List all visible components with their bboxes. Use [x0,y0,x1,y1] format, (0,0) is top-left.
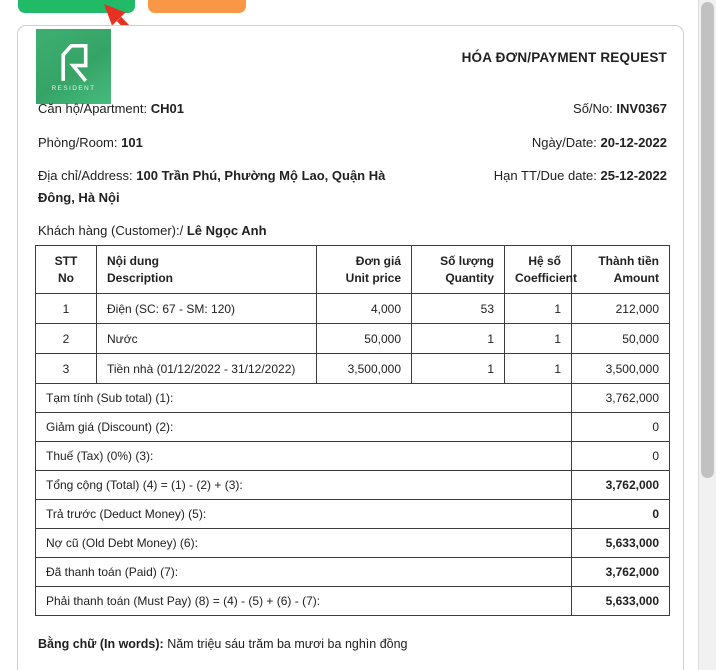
cell-no: 2 [36,324,97,354]
cell-quantity: 1 [412,354,505,384]
col-quantity: Số lượng Quantity [412,246,505,294]
cell-quantity: 53 [412,294,505,324]
scrollbar-thumb[interactable] [701,2,714,478]
col-coefficient: Hệ số Coefficient [505,246,572,294]
field-date-value: 20-12-2022 [600,135,667,150]
cell-no: 1 [36,294,97,324]
summary-row-total [36,471,670,500]
field-date-label: Ngày/Date: [531,135,597,150]
invoice-card [17,25,684,670]
field-room-value: 101 [121,135,143,150]
cell-description: Nước [97,324,317,354]
summary-value: 5,633,000 [572,587,670,616]
table-row [36,324,670,354]
cell-coefficient: 1 [505,324,572,354]
field-address [38,165,416,209]
col-description: Nội dung Description [97,246,317,294]
col-unit-price: Đơn giá Unit price [317,246,412,294]
summary-label: Phải thanh toán (Must Pay) (8) = (4) - (5) + (6) - (7): [36,587,572,616]
summary-label: Tổng cộng (Total) (4) = (1) - (2) + (3): [36,471,572,500]
cell-coefficient: 1 [505,354,572,384]
field-apartment-value: CH01 [150,101,184,116]
cell-amount: 3,500,000 [572,354,670,384]
cell-unit-price: 50,000 [317,324,412,354]
summary-row-paid [36,558,670,587]
field-customer [38,220,267,242]
summary-label: Trả trước (Deduct Money) (5): [36,500,572,529]
amount-in-words [38,637,408,651]
summary-row-subtotal [36,384,670,413]
field-date [532,132,667,154]
summary-row-tax [36,442,670,471]
table-row [36,354,670,384]
summary-value: 3,762,000 [572,384,670,413]
summary-value: 5,633,000 [572,529,670,558]
field-due-date [494,165,667,187]
summary-label: Nợ cũ (Old Debt Money) (6): [36,529,572,558]
summary-value: 3,762,000 [572,558,670,587]
field-apartment [38,98,184,120]
summary-row-discount [36,413,670,442]
summary-value: 0 [572,442,670,471]
summary-label: Tạm tính (Sub total) (1): [36,384,572,413]
summary-row-must-pay [36,587,670,616]
field-invoice-no-value: INV0367 [616,101,667,116]
table-row [36,294,670,324]
summary-row-old-debt [36,529,670,558]
cell-no: 3 [36,354,97,384]
cell-quantity: 1 [412,324,505,354]
summary-value: 3,762,000 [572,471,670,500]
field-apartment-label: Căn hộ/Apartment: [38,101,148,116]
field-customer-value: Lê Ngọc Anh [186,223,267,238]
col-no: STT No [36,246,97,294]
field-customer-label: Khách hàng (Customer):/ [38,223,184,238]
field-address-value: 100 Trần Phú, Phường Mộ Lao, Quận Hà Đông, Hà Nội [38,168,386,205]
in-words-value: Năm triệu sáu trăm ba mươi ba nghìn đồng [167,637,408,651]
field-room-label: Phòng/Room: [38,135,118,150]
summary-value: 0 [572,500,670,529]
invoice-title: HÓA ĐƠN/PAYMENT REQUEST [461,50,667,65]
cell-description: Điện (SC: 67 - SM: 120) [97,294,317,324]
scrollbar[interactable] [698,0,716,670]
summary-value: 0 [572,413,670,442]
summary-label: Đã thanh toán (Paid) (7): [36,558,572,587]
field-address-label: Địa chỉ/Address: [38,168,133,183]
summary-label: Giảm giá (Discount) (2): [36,413,572,442]
cell-description: Tiền nhà (01/12/2022 - 31/12/2022) [97,354,317,384]
field-invoice-no-label: Số/No: [573,101,613,116]
field-due-date-label: Hạn TT/Due date: [493,168,597,183]
cell-unit-price: 3,500,000 [317,354,412,384]
table-header-row [36,246,670,294]
cell-amount: 212,000 [572,294,670,324]
in-words-label: Bằng chữ (In words): [38,637,164,651]
logo-brand-text: RESIDENT [51,85,96,92]
invoice-table [35,245,670,616]
cell-unit-price: 4,000 [317,294,412,324]
field-invoice-no [573,98,667,120]
brand-logo [36,29,111,104]
summary-row-deduct [36,500,670,529]
summary-label: Thuế (Tax) (0%) (3): [36,442,572,471]
cell-coefficient: 1 [505,294,572,324]
resident-r-icon [56,41,92,83]
cell-amount: 50,000 [572,324,670,354]
col-amount: Thành tiền Amount [572,246,670,294]
field-room [38,132,143,154]
field-due-date-value: 25-12-2022 [600,168,667,183]
